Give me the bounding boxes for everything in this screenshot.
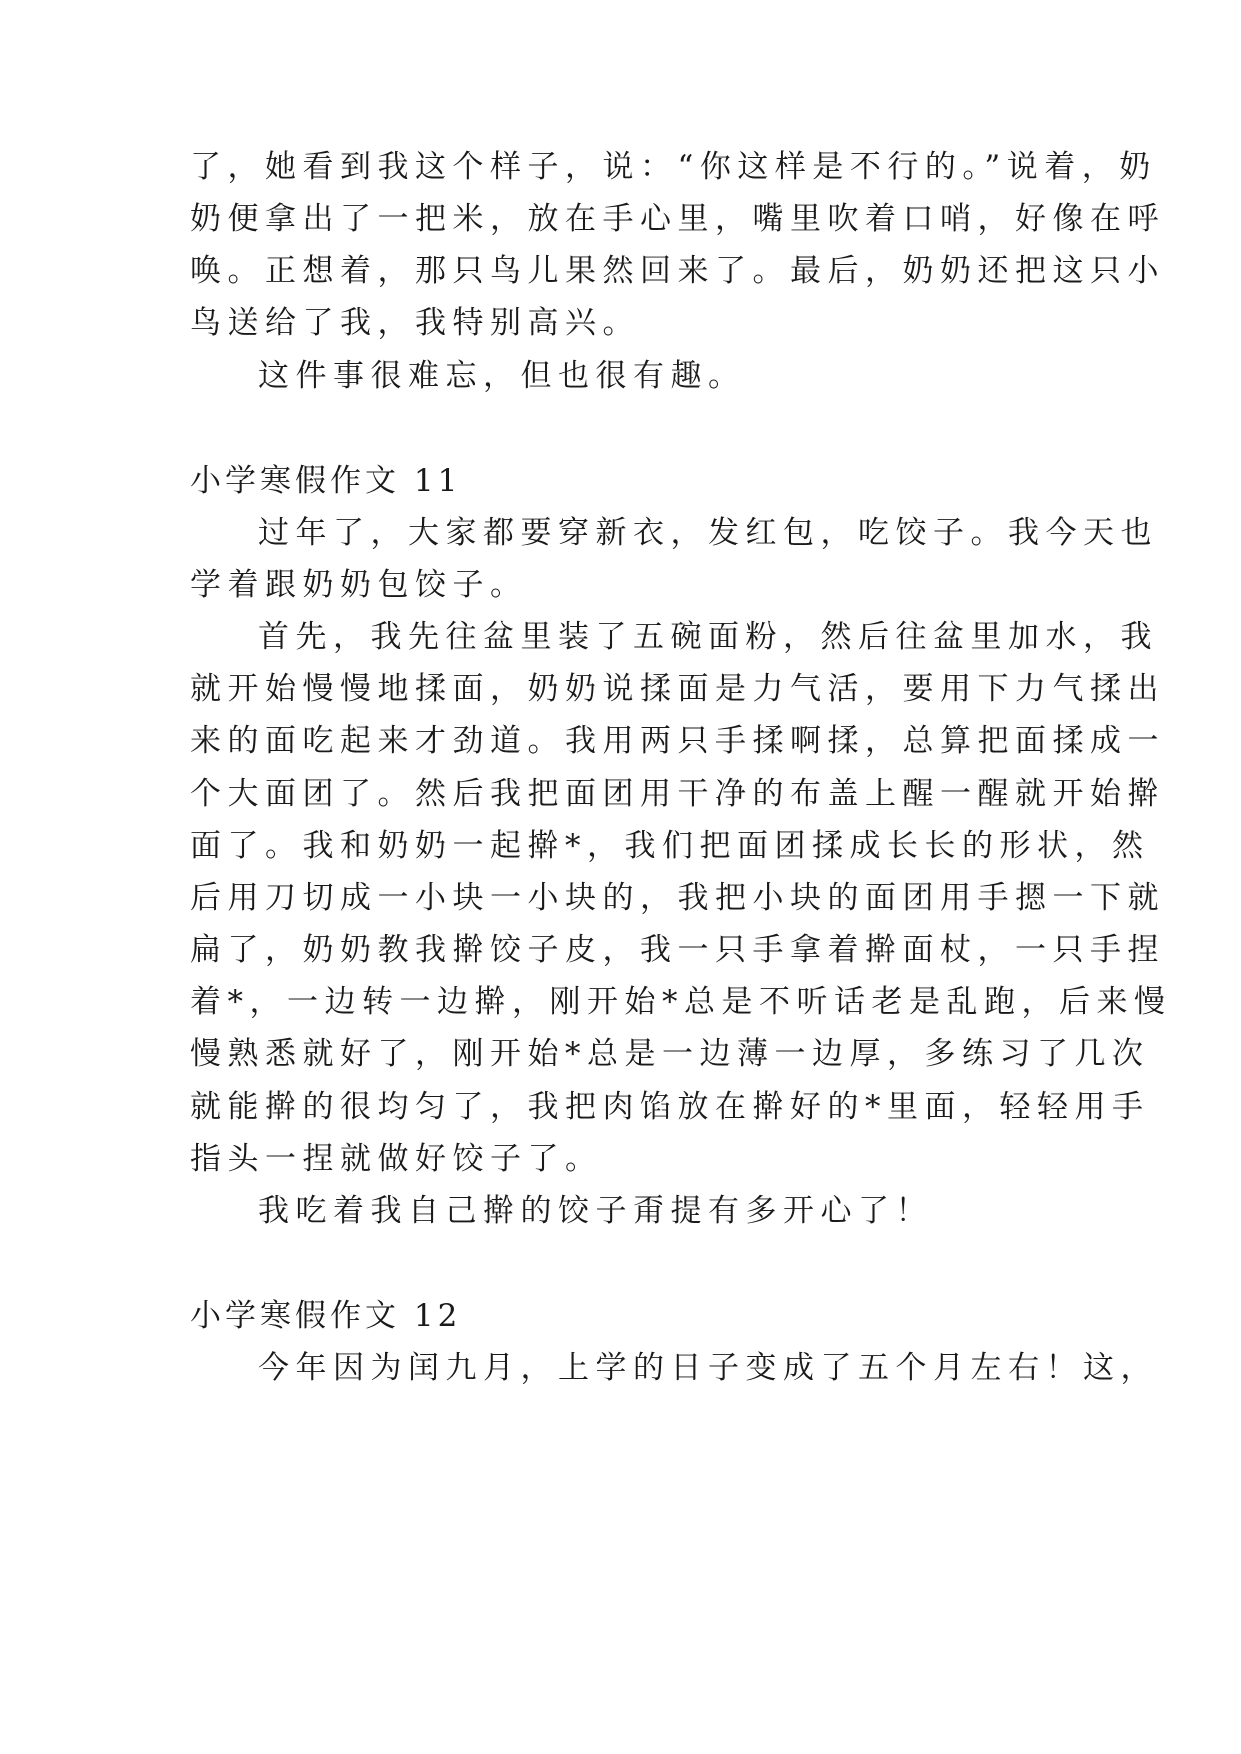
paragraph-line: 今年因为闰九月，上学的日子变成了五个月左右！这， (258, 1350, 1158, 1386)
section-heading: 小学寒假作文 11 (190, 463, 462, 499)
paragraph-line: 了，她看到我这个样子，说：“你这样是不行的。”说着，奶 (190, 149, 1157, 185)
paragraph-line: 奶便拿出了一把米，放在手心里，嘴里吹着口哨，好像在呼 (190, 201, 1165, 237)
paragraph-line: 过年了，大家都要穿新衣，发红包，吃饺子。我今天也 (258, 515, 1158, 551)
paragraph-line: 唤。正想着，那只鸟儿果然回来了。最后，奶奶还把这只小 (190, 253, 1165, 289)
paragraph-line: 扁了，奶奶教我擀饺子皮，我一只手拿着擀面杖，一只手捏 (190, 932, 1165, 968)
section-heading: 小学寒假作文 12 (190, 1298, 462, 1334)
paragraph-line: 来的面吃起来才劲道。我用两只手揉啊揉，总算把面揉成一 (190, 723, 1165, 759)
paragraph-line: 我吃着我自己擀的饺子甭提有多开心了！ (258, 1193, 933, 1229)
paragraph-line: 首先，我先往盆里装了五碗面粉，然后往盆里加水，我 (258, 619, 1158, 655)
paragraph-line: 这件事很难忘，但也很有趣。 (258, 358, 746, 394)
paragraph-line: 就开始慢慢地揉面，奶奶说揉面是力气活，要用下力气揉出 (190, 671, 1165, 707)
paragraph-line: 学着跟奶奶包饺子。 (190, 567, 528, 603)
paragraph-line: 个大面团了。然后我把面团用干净的布盖上醒一醒就开始擀 (190, 776, 1165, 812)
paragraph-line: 着*，一边转一边擀，刚开始*总是不听话老是乱跑，后来慢 (190, 984, 1172, 1020)
paragraph-line: 后用刀切成一小块一小块的，我把小块的面团用手摁一下就 (190, 880, 1165, 916)
paragraph-line: 鸟送给了我，我特别高兴。 (190, 305, 640, 341)
paragraph-line: 指头一捏就做好饺子了。 (190, 1141, 603, 1177)
paragraph-line: 就能擀的很均匀了，我把肉馅放在擀好的*里面，轻轻用手 (190, 1089, 1150, 1125)
paragraph-line: 面了。我和奶奶一起擀*，我们把面团揉成长长的形状，然 (190, 828, 1150, 864)
paragraph-line: 慢熟悉就好了，刚开始*总是一边薄一边厚，多练习了几次 (190, 1036, 1150, 1072)
